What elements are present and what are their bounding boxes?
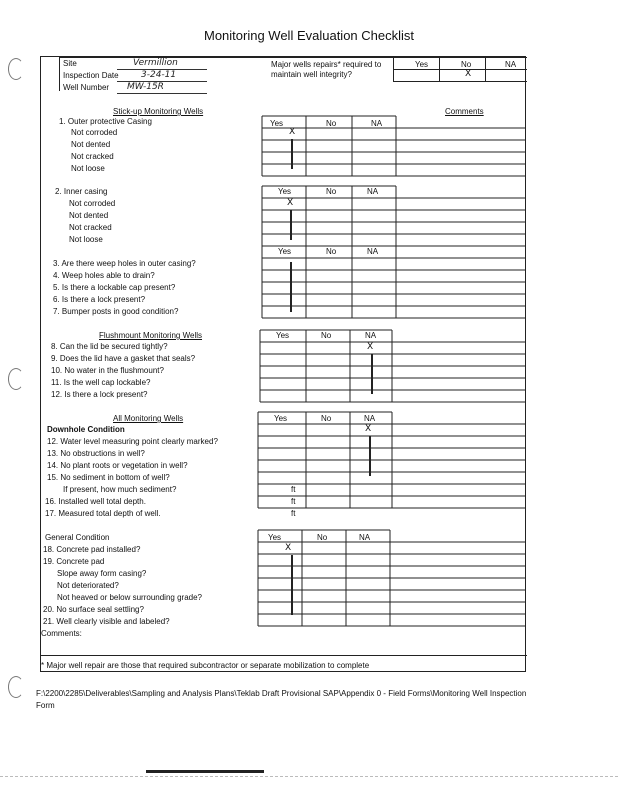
flush-na-check: X <box>367 342 374 352</box>
general-yes-check: X <box>285 543 292 553</box>
flush-item: 12. Is there a lock present? <box>51 390 148 399</box>
general-item: Not heaved or below surrounding grade? <box>57 593 202 602</box>
col-no: No <box>326 119 337 128</box>
flush-item: 10. No water in the flushmount? <box>51 366 164 375</box>
flush-item: 9. Does the lid have a gasket that seals? <box>51 354 196 363</box>
site-label: Site <box>63 59 77 68</box>
col-yes: Yes <box>276 331 290 340</box>
general-item: 18. Concrete pad installed? <box>43 545 141 554</box>
outer-casing-label: 1. Outer protective Casing <box>59 117 152 126</box>
all-item: If present, how much sediment? <box>63 485 177 494</box>
stickup-item: 7. Bumper posts in good condition? <box>53 307 179 316</box>
flush-heading: Flushmount Monitoring Wells <box>99 331 203 340</box>
ft-unit: ft <box>291 485 296 494</box>
stickup-heading: Stick-up Monitoring Wells <box>113 107 204 116</box>
stickup-item: 4. Weep holes able to drain? <box>53 271 155 280</box>
file-path: F:\2200\2285\Deliverables\Sampling and Analysis Plans\Teklab Draft Provisional SAP\Appendix 0 - Field Forms\Monitoring Well Inspection Form <box>36 689 527 710</box>
major-na-header: NA <box>505 60 517 69</box>
page-title: Monitoring Well Evaluation Checklist <box>203 28 415 43</box>
outer-item: Not loose <box>71 164 105 173</box>
outer-item: Not cracked <box>71 152 114 161</box>
site-value: Vermillion <box>133 58 178 68</box>
comments-heading: Comments <box>445 107 484 116</box>
downhole-label: Downhole Condition <box>47 425 125 434</box>
date-value: 3-24-11 <box>141 70 177 80</box>
stickup-item: 5. Is there a lockable cap present? <box>53 283 176 292</box>
all-item: 13. No obstructions in well? <box>47 449 145 458</box>
scan-edge <box>0 776 618 777</box>
stickup-item: 6. Is there a lock present? <box>53 295 146 304</box>
all-heading: All Monitoring Wells <box>113 414 184 423</box>
all-item: 15. No sediment in bottom of well? <box>47 473 170 482</box>
flush-item: 8. Can the lid be secured tightly? <box>51 342 168 351</box>
inner-yes-check: X <box>287 198 294 208</box>
col-no: No <box>321 331 332 340</box>
outer-item: Not dented <box>71 140 111 149</box>
inner-casing-label: 2. Inner casing <box>55 187 108 196</box>
well-label: Well Number <box>63 83 110 92</box>
col-no: No <box>326 187 337 196</box>
scan-mark <box>146 770 264 773</box>
all-item: 14. No plant roots or vegetation in well? <box>47 461 188 470</box>
all-na-check: X <box>365 424 372 434</box>
col-na: NA <box>367 247 379 256</box>
general-item: 19. Concrete pad <box>43 557 105 566</box>
comments-label: Comments: <box>41 629 82 638</box>
inner-item: Not dented <box>69 211 109 220</box>
col-na: NA <box>359 533 371 542</box>
col-yes: Yes <box>268 533 282 542</box>
general-item: 20. No surface seal settling? <box>43 605 144 614</box>
ft-unit: ft <box>291 509 296 518</box>
col-no: No <box>326 247 337 256</box>
outer-item: Not corroded <box>71 128 118 137</box>
all-item: 16. Installed well total depth. <box>45 497 146 506</box>
inner-item: Not cracked <box>69 223 112 232</box>
all-item: 17. Measured total depth of well. <box>45 509 161 518</box>
col-no: No <box>317 533 328 542</box>
inner-item: Not corroded <box>69 199 116 208</box>
flush-item: 11. Is the well cap lockable? <box>51 378 151 387</box>
general-item: Not deteriorated? <box>57 581 119 590</box>
col-no: No <box>321 414 332 423</box>
outer-yes-check: X <box>289 127 296 137</box>
major-repairs-question: Major wells repairs* required to maintain well integrity? <box>271 60 382 79</box>
major-yes-header: Yes <box>415 60 429 69</box>
stickup-item: 3. Are there weep holes in outer casing? <box>53 259 196 268</box>
major-no-header: No <box>461 60 472 69</box>
col-na: NA <box>364 414 376 423</box>
major-no-check: X <box>465 69 472 79</box>
col-yes: Yes <box>278 187 292 196</box>
col-yes: Yes <box>278 247 292 256</box>
well-value: MW-15R <box>127 82 164 92</box>
col-na: NA <box>371 119 383 128</box>
general-item: 21. Well clearly visible and labeled? <box>43 617 170 626</box>
col-na: NA <box>365 331 377 340</box>
all-item: 12. Water level measuring point clearly marked? <box>47 437 218 446</box>
general-item: Slope away form casing? <box>57 569 147 578</box>
col-yes: Yes <box>270 119 284 128</box>
general-heading: General Condition <box>45 533 110 542</box>
col-yes: Yes <box>274 414 288 423</box>
footnote: * Major well repair are those that required subcontractor or separate mobilization to complete <box>41 661 370 670</box>
inner-item: Not loose <box>69 235 103 244</box>
ft-unit: ft <box>291 497 296 506</box>
date-label: Inspection Date <box>63 71 119 80</box>
col-na: NA <box>367 187 379 196</box>
